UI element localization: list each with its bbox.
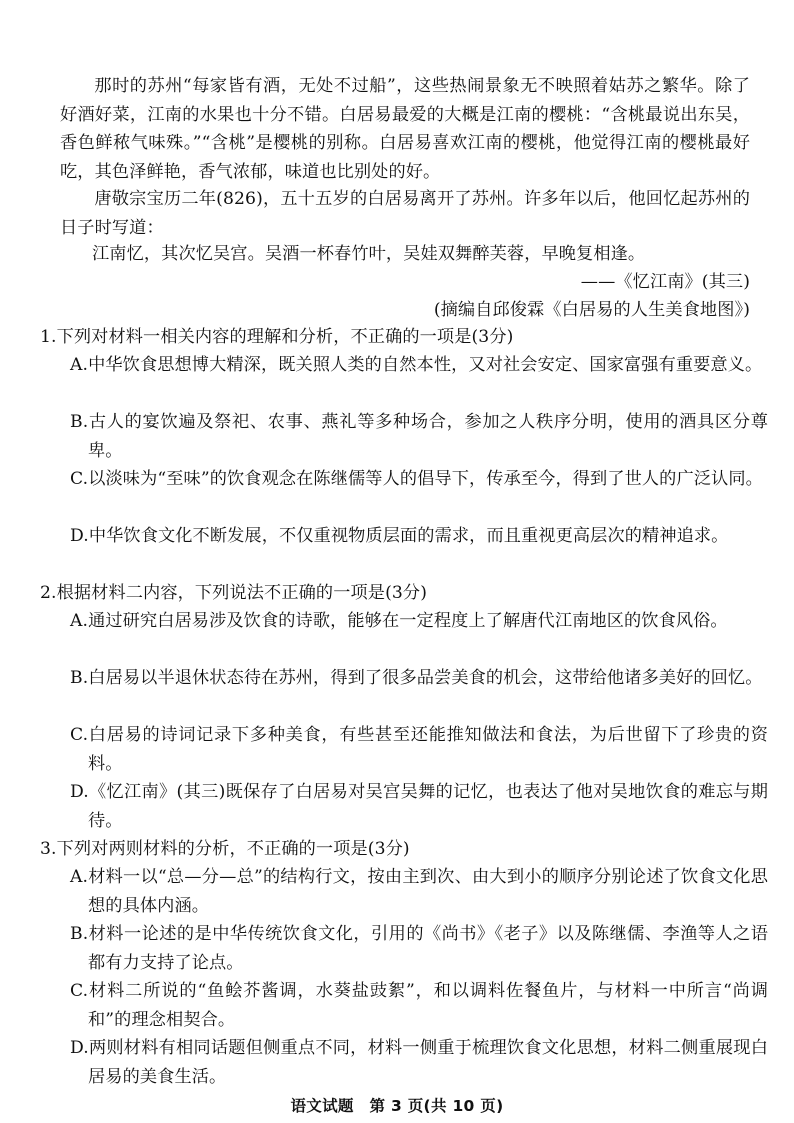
- question-1-option-c: C.以淡味为“至味”的饮食观念在陈继儒等人的倡导下，传承至今，得到了世人的广泛认同。: [70, 469, 763, 489]
- poem-text: 江南忆，其次忆吴宫。吴酒一杯春竹叶，吴娃双舞醉芙蓉，早晚复相逢。: [92, 244, 646, 264]
- passage-paragraph-2: 唐敬宗宝历二年(826)，五十五岁的白居易离开了苏州。许多年以后，他回忆起苏州的日子时写道：: [60, 189, 750, 238]
- question-1-option-a: A.中华饮食思想博大精深，既关照人类的自然本性，又对社会安定、国家富强有重要意义。: [70, 355, 763, 375]
- question-2-option-a: A.通过研究白居易涉及饮食的诗歌，能够在一定程度上了解唐代江南地区的饮食风俗。: [70, 611, 728, 631]
- question-2-option-b: B.白居易以半退休状态待在苏州，得到了很多品尝美食的机会，这带给他诸多美好的回忆。: [70, 668, 763, 688]
- question-2-option-c: C.白居易的诗词记录下多种美食，有些甚至还能推知做法和食法，为后世留下了珍贵的资料。: [70, 725, 768, 774]
- question-3-stem: 3.下列对两则材料的分析，不正确的一项是(3分): [40, 839, 410, 859]
- question-3-option-c: C.材料二所说的“鱼鲙芥酱调，水葵盐豉絮”，和以调料佐餐鱼片，与材料一中所言“尚调和”的理念相契合。: [70, 981, 768, 1030]
- poem-source: ——《忆江南》(其三): [580, 272, 750, 292]
- question-3-option-a: A.材料一以“总—分—总”的结构行文，按由主到次、由大到小的顺序分别论述了饮食文化思想的具体内涵。: [70, 867, 768, 916]
- question-1-stem: 1.下列对材料一相关内容的理解和分析，不正确的一项是(3分): [40, 327, 514, 347]
- passage-paragraph-1: 那时的苏州“每家皆有酒，无处不过船”，这些热闹景象无不映照着姑苏之繁华。除了好酒好菜，江南的水果也十分不错。白居易最爱的大概是江南的樱桃：“含桃最说出东吴，香色鲜秾气味殊。”“含桃”是樱桃的别称。白居易喜欢江南的樱桃，他觉得江南的樱桃最好吃，其色泽鲜艳，香气浓郁，味道也比别处的好。: [60, 76, 750, 182]
- question-3-option-b: B.材料一论述的是中华传统饮食文化，引用的《尚书》《老子》以及陈继儒、李渔等人之语都有力支持了论点。: [70, 924, 768, 973]
- excerpt-source: (摘编自邱俊霖《白居易的人生美食地图》): [433, 300, 750, 320]
- question-1-option-d: D.中华饮食文化不断发展，不仅重视物质层面的需求，而且重视更高层次的精神追求。: [70, 526, 729, 546]
- page-footer: 语文试题 第 3 页(共 10 页): [290, 1097, 504, 1115]
- question-2-stem: 2.根据材料二内容，下列说法不正确的一项是(3分): [40, 583, 427, 603]
- question-1-option-b: B.古人的宴饮遍及祭祀、农事、燕礼等多种场合，参加之人秩序分明，使用的酒具区分尊卑。: [70, 412, 768, 461]
- question-3-option-d: D.两则材料有相同话题但侧重点不同，材料一侧重于梳理饮食文化思想，材料二侧重展现白居易的美食生活。: [70, 1038, 768, 1087]
- question-2-option-d: D.《忆江南》(其三)既保存了白居易对吴宫吴舞的记忆，也表达了他对吴地饮食的难忘与期待。: [70, 782, 768, 831]
